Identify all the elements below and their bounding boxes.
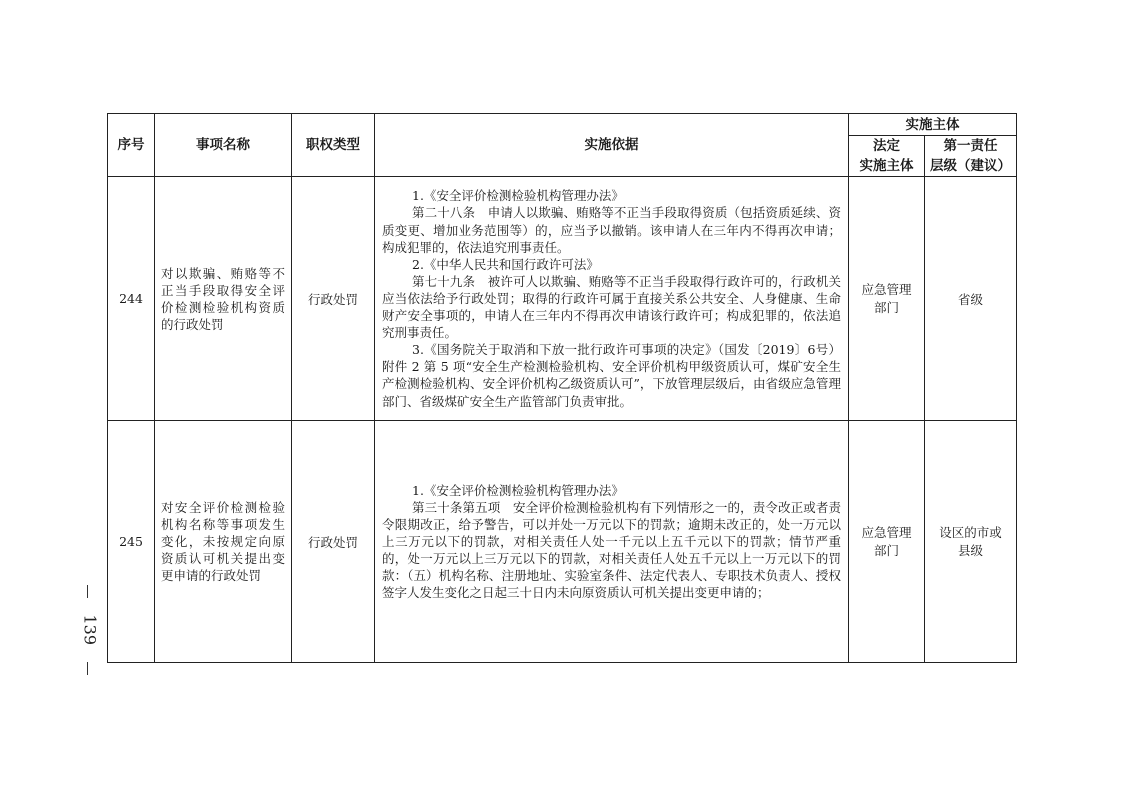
row-power-type: 行政处罚 bbox=[292, 421, 375, 663]
page-number-text: 139 bbox=[80, 614, 100, 646]
row-seq: 245 bbox=[108, 421, 155, 663]
row-legal-subject: 应急管理部门 bbox=[849, 177, 925, 421]
header-subject-group: 实施主体 bbox=[849, 114, 1017, 136]
basis-paragraph: 3.《国务院关于取消和下放一批行政许可事项的决定》（国发〔2019〕6号）附件 2 第 5 项“安全生产检测检验机构、安全评价机构甲级资质认可，煤矿安全生产检测检验机构、安全评价机构乙级资质认可”，下放管理层级后，由省级应急管理部门、省级煤矿安全生产监管部门负责审批。 bbox=[382, 342, 841, 409]
authority-table bbox=[107, 113, 1017, 663]
basis-paragraph: 第七十九条 被许可人以欺骗、贿赂等不正当手段取得行政许可的，行政机关应当依法给予行政处罚；取得的行政许可属于直接关系公共安全、人身健康、生命财产安全事项的，申请人在三年内不得再次申请该行政许可；构成犯罪的，依法追究刑事责任。 bbox=[382, 273, 841, 341]
header-first-level: 第一责任 层级（建议） bbox=[925, 136, 1017, 177]
basis-paragraph: 1.《安全评价检测检验机构管理办法》 bbox=[412, 188, 624, 204]
page-number bbox=[68, 585, 108, 675]
header-power-type: 职权类型 bbox=[292, 114, 375, 177]
row-basis bbox=[375, 177, 849, 421]
header-basis: 实施依据 bbox=[375, 114, 849, 177]
basis-paragraph: 第二十八条 申请人以欺骗、贿赂等不正当手段取得资质（包括资质延续、资质变更、增加业务范围等）的，应当予以撤销。该申请人在三年内不得再次申请；构成犯罪的，依法追究刑事责任。 bbox=[382, 205, 841, 255]
basis-paragraph: 2.《中华人民共和国行政许可法》 bbox=[412, 256, 599, 272]
table-row-245 bbox=[108, 421, 1017, 663]
row-item-name: 对安全评价检测检验机构名称等事项发生变化，未按规定向原资质认可机关提出变更申请的行政处罚 bbox=[155, 421, 292, 663]
row-item-name: 对以欺骗、贿赂等不正当手段取得安全评价检测检验机构资质的行政处罚 bbox=[155, 177, 292, 421]
header-seq: 序号 bbox=[108, 114, 155, 177]
header-legal-subject: 法定 实施主体 bbox=[849, 136, 925, 177]
page-number-dash-top bbox=[87, 585, 88, 598]
row-first-level: 设区的市或县级 bbox=[925, 421, 1017, 663]
header-row-1 bbox=[108, 114, 1017, 136]
basis-paragraph: 1.《安全评价检测检验机构管理办法》 bbox=[412, 482, 624, 498]
row-first-level: 省级 bbox=[925, 177, 1017, 421]
row-basis bbox=[375, 421, 849, 663]
row-legal-subject: 应急管理部门 bbox=[849, 421, 925, 663]
header-item-name: 事项名称 bbox=[155, 114, 292, 177]
table-row-244 bbox=[108, 177, 1017, 421]
basis-paragraph: 第三十条第五项 安全评价检测检验机构有下列情形之一的，责令改正或者责令限期改正，给予警告，可以并处一万元以下的罚款；逾期未改正的，处一万元以上三万元以下的罚款，对相关责任人处一千元以上五千元以下的罚款；情节严重的，处一万元以上三万元以下的罚款，对相关责任人处五千元以上一万元以下的罚款：（五）机构名称、注册地址、实验室条件、法定代表人、专职技术负责人、授权签字人发生变化之日起三十日内未向原资质认可机关提出变更申请的； bbox=[382, 499, 841, 601]
page-number-dash-bottom bbox=[87, 662, 88, 675]
row-power-type: 行政处罚 bbox=[292, 177, 375, 421]
row-seq: 244 bbox=[108, 177, 155, 421]
